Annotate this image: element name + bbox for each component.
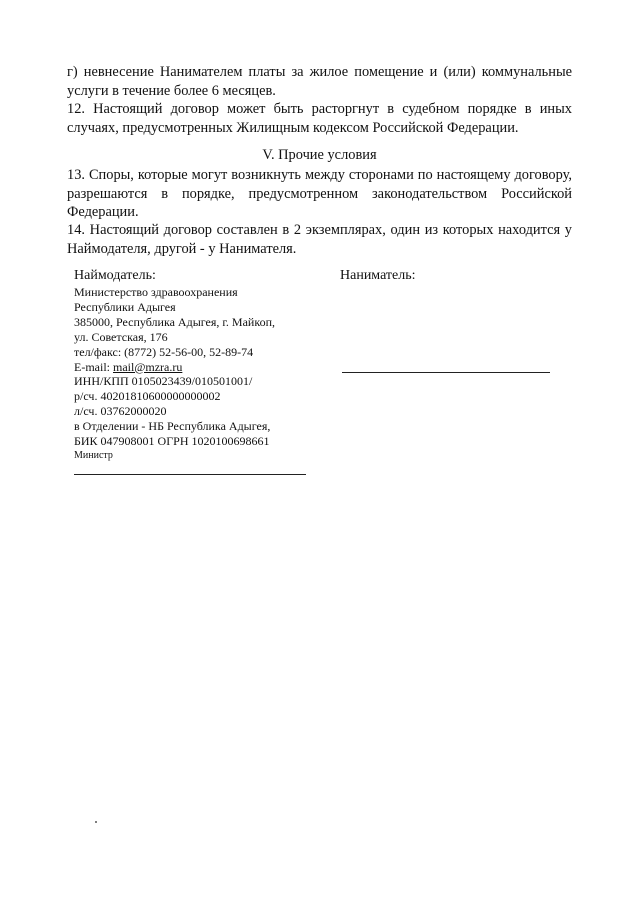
tenant-signature-line xyxy=(342,372,550,373)
paragraph-nonpayment: г) невнесение Нанимателем платы за жилое помещение и (или) коммунальные услуги в течение более 6 месяцев. xyxy=(67,64,572,99)
landlord-signature-line xyxy=(74,474,306,475)
paragraph-12: 12. Настоящий договор может быть расторгнут в судебном порядке в иных случаях, предусмотренных Жилищным кодексом Российской Федерации. xyxy=(67,101,572,136)
landlord-ls: л/сч. 03762000020 xyxy=(74,404,167,419)
landlord-email xyxy=(74,360,275,375)
landlord-rs: р/сч. 40201810600000000002 xyxy=(74,389,221,404)
landlord-position: Министр xyxy=(74,449,113,461)
paragraph-13: 13. Споры, которые могут возникнуть между сторонами по настоящему договору, разрешаются в порядке, предусмотренном законодательством Российской Федерации. xyxy=(67,167,572,220)
paragraph-14: 14. Настоящий договор составлен в 2 экземплярах, один из которых находится у Наймодателя, другой - у Нанимателя. xyxy=(67,222,572,257)
landlord-org: Министерство здравоохранения xyxy=(74,285,238,299)
landlord-address: 385000, Республика Адыгея, г. Майкоп, xyxy=(74,314,275,329)
scan-speck xyxy=(95,821,97,823)
landlord-bank: в Отделении - НБ Республика Адыгея, xyxy=(74,419,271,434)
section-heading: V. Прочие условия xyxy=(262,147,377,163)
landlord-bik: БИК 047908001 ОГРН 1020100698661 xyxy=(74,434,270,449)
email-link[interactable]: mail@mzra.ru xyxy=(113,359,183,374)
email-label: E-mail: xyxy=(74,359,113,374)
landlord-details xyxy=(74,285,275,462)
landlord-inn: ИНН/КПП 0105023439/010501001/ xyxy=(74,374,253,389)
tenant-title: Наниматель: xyxy=(340,268,416,283)
landlord-street: ул. Советская, 176 xyxy=(74,329,168,344)
landlord-phone: тел/факс: (8772) 52-56-00, 52-89-74 xyxy=(74,344,254,359)
landlord-region: Республики Адыгея xyxy=(74,299,176,314)
landlord-title: Наймодатель: xyxy=(74,268,156,283)
